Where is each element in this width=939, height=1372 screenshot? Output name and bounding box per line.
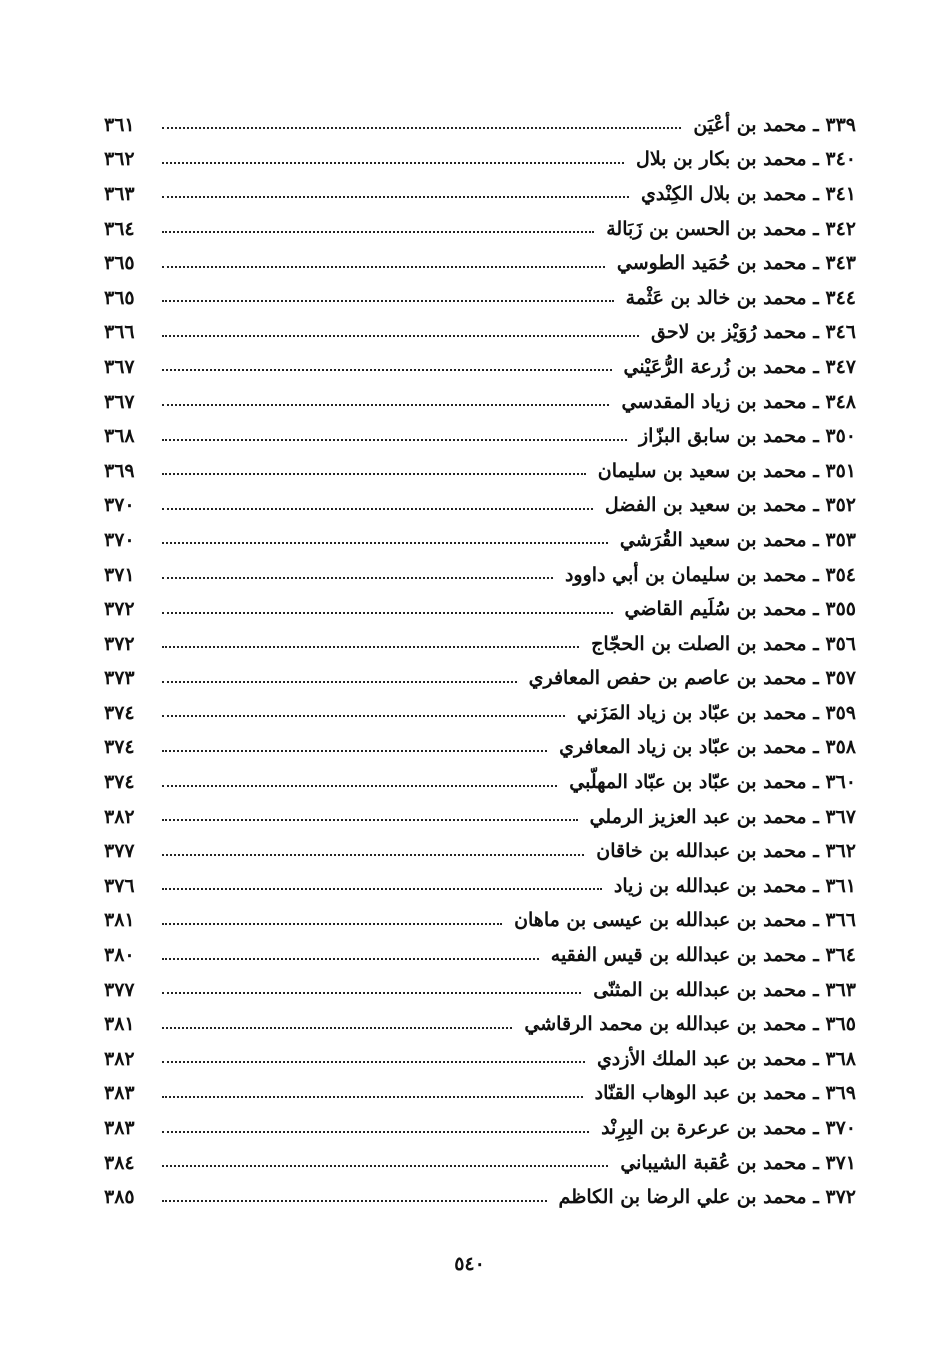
toc-entry <box>104 696 856 731</box>
entry-page-number: ٣٨٣ <box>104 1082 135 1105</box>
dot-leader <box>162 577 553 579</box>
toc-entry <box>104 385 856 420</box>
entry-page-number: ٣٧٢ <box>104 598 135 621</box>
entry-page-number: ٣٦٨ <box>104 425 135 448</box>
dot-leader <box>162 681 517 683</box>
dot-leader <box>162 542 608 544</box>
toc-entry <box>104 627 856 662</box>
entry-title: ٣٦٠ ـ محمد بن عبّاد بن عبّاد المهلّبي <box>569 771 856 794</box>
entry-page-number: ٣٨٣ <box>104 1117 135 1140</box>
entry-page-number: ٣٧٦ <box>104 874 135 897</box>
toc-entry <box>104 904 856 939</box>
entry-title: ٣٧٢ ـ محمد بن علي الرضا بن الكاظم <box>558 1186 856 1209</box>
entry-title: ٣٤٨ ـ محمد بن زياد المقدسي <box>621 390 856 413</box>
entry-title: ٣٦٨ ـ محمد بن عبد الملك الأزدي <box>596 1047 856 1070</box>
dot-leader <box>162 508 593 510</box>
dot-leader <box>162 1027 512 1029</box>
toc-entry <box>104 1042 856 1077</box>
entry-title: ٣٦٧ ـ محمد بن عبد العزيز الرملي <box>589 805 856 828</box>
entry-page-number: ٣٦٧ <box>104 355 135 378</box>
toc-entry <box>104 662 856 697</box>
toc-entry <box>104 108 856 143</box>
toc-entry <box>104 765 856 800</box>
entry-title: ٣٤٠ ـ محمد بن بكار بن بلال <box>636 148 856 171</box>
entry-page-number: ٣٨٠ <box>104 944 135 967</box>
entry-title: ٣٥٨ ـ محمد بن عبّاد بن زياد المعافري <box>559 736 856 759</box>
entry-page-number: ٣٧٤ <box>104 771 135 794</box>
toc-entry <box>104 973 856 1008</box>
dot-leader <box>162 473 586 475</box>
entry-title: ٣٤٣ ـ محمد بن حُمَيد الطوسي <box>616 252 856 275</box>
dot-leader <box>162 335 639 337</box>
toc-entry <box>104 489 856 524</box>
entry-page-number: ٣٧٢ <box>104 632 135 655</box>
dot-leader <box>162 888 602 890</box>
dot-leader <box>162 819 578 821</box>
entry-page-number: ٣٦٤ <box>104 217 135 240</box>
toc-entry <box>104 1111 856 1146</box>
entry-title: ٣٦٤ ـ محمد بن عبدالله بن قيس الفقيه <box>550 944 856 967</box>
entry-page-number: ٣٧٤ <box>104 701 135 724</box>
dot-leader <box>162 127 681 129</box>
entry-page-number: ٣٨٥ <box>104 1186 135 1209</box>
toc-entry <box>104 177 856 212</box>
entry-page-number: ٣٨١ <box>104 1013 135 1036</box>
entry-title: ٣٦٦ ـ محمد بن عبدالله بن عيسى بن ماهان <box>514 909 856 932</box>
toc-entry <box>104 454 856 489</box>
dot-leader <box>162 854 584 856</box>
dot-leader <box>162 992 581 994</box>
toc-entry <box>104 212 856 247</box>
entry-page-number: ٣٦٥ <box>104 252 135 275</box>
toc-entry <box>104 419 856 454</box>
entry-title: ٣٥٥ ـ محمد بن سُلَيم القاضي <box>624 598 856 621</box>
entry-title: ٣٤٢ ـ محمد بن الحسن بن زَبَالة <box>606 217 856 240</box>
entry-title: ٣٤١ ـ محمد بن بلال الكِنْدي <box>641 182 856 205</box>
toc-entry <box>104 350 856 385</box>
dot-leader <box>162 750 547 752</box>
toc-entry <box>104 246 856 281</box>
toc-entry <box>104 281 856 316</box>
dot-leader <box>162 612 613 614</box>
entry-title: ٣٥٣ ـ محمد بن سعيد القُرَشي <box>619 528 856 551</box>
entry-page-number: ٣٦٩ <box>104 459 135 482</box>
toc-entry <box>104 834 856 869</box>
entry-page-number: ٣٦٢ <box>104 148 135 171</box>
dot-leader <box>162 958 539 960</box>
dot-leader <box>162 369 612 371</box>
dot-leader <box>162 646 579 648</box>
entry-title: ٣٦٢ ـ محمد بن عبدالله بن خاقان <box>596 840 856 863</box>
toc-entry <box>104 1146 856 1181</box>
dot-leader <box>162 162 624 164</box>
toc-entry <box>104 592 856 627</box>
entry-page-number: ٣٧١ <box>104 563 135 586</box>
toc-entry <box>104 1007 856 1042</box>
dot-leader <box>162 923 502 925</box>
toc-entry <box>104 731 856 766</box>
toc-entry <box>104 938 856 973</box>
entry-title: ٣٦٥ ـ محمد بن عبدالله بن محمد الرقاشي <box>524 1013 856 1036</box>
entry-page-number: ٣٧٧ <box>104 840 135 863</box>
entry-page-number: ٣٨٢ <box>104 805 135 828</box>
entry-page-number: ٣٦٣ <box>104 182 135 205</box>
toc-entry <box>104 316 856 351</box>
toc-entry <box>104 1077 856 1112</box>
entry-title: ٣٦٩ ـ محمد بن عبد الوهاب القنّاد <box>594 1082 856 1105</box>
dot-leader <box>162 300 614 302</box>
dot-leader <box>162 715 565 717</box>
entry-title: ٣٦٣ ـ محمد بن عبدالله بن المثنّى <box>593 978 856 1001</box>
entry-page-number: ٣٧٠ <box>104 528 135 551</box>
toc-entry <box>104 558 856 593</box>
dot-leader <box>162 1165 608 1167</box>
dot-leader <box>162 1131 589 1133</box>
entry-page-number: ٣٨٤ <box>104 1151 135 1174</box>
entry-title: ٣٥٩ ـ محمد بن عبّاد بن زياد المَزَني <box>576 701 856 724</box>
entry-title: ٣٥٤ ـ محمد بن سليمان بن أبي داوود <box>564 563 856 586</box>
entry-title: ٣٦١ ـ محمد بن عبدالله بن زياد <box>613 874 856 897</box>
entry-title: ٣٧١ ـ محمد بن عُقبة الشيباني <box>620 1151 856 1174</box>
entry-title: ٣٤٧ ـ محمد بن زُرعة الرُّعَيْني <box>623 355 856 378</box>
dot-leader <box>162 785 557 787</box>
entry-page-number: ٣٦٧ <box>104 390 135 413</box>
entry-page-number: ٣٧٣ <box>104 667 135 690</box>
page-number: ٥٤٠ <box>454 1253 485 1275</box>
dot-leader <box>162 196 629 198</box>
dot-leader <box>162 404 609 406</box>
dot-leader <box>162 439 627 441</box>
toc-entry <box>104 143 856 178</box>
dot-leader <box>162 266 605 268</box>
entry-page-number: ٣٧٠ <box>104 494 135 517</box>
entry-page-number: ٣٨٢ <box>104 1047 135 1070</box>
dot-leader <box>162 1061 585 1063</box>
entry-page-number: ٣٦٥ <box>104 286 135 309</box>
entry-page-number: ٣٧٧ <box>104 978 135 1001</box>
entry-title: ٣٥٢ ـ محمد بن سعيد بن الفضل <box>604 494 856 517</box>
dot-leader <box>162 1096 583 1098</box>
entry-page-number: ٣٧٤ <box>104 736 135 759</box>
toc-entry <box>104 1180 856 1215</box>
dot-leader <box>162 1200 547 1202</box>
entry-title: ٣٧٠ ـ محمد بن عرعرة بن البِرِنْد <box>601 1117 856 1140</box>
entry-title: ٣٥٦ ـ محمد بن الصلت بن الحجّاج <box>591 632 856 655</box>
entry-title: ٣٤٦ ـ محمد رُوَيْز بن لاحق <box>651 321 856 344</box>
entry-title: ٣٤٤ ـ محمد بن خالد بن عَثْمة <box>625 286 856 309</box>
toc-entry <box>104 869 856 904</box>
entry-page-number: ٣٨١ <box>104 909 135 932</box>
table-of-contents <box>104 108 856 1215</box>
entry-page-number: ٣٦٦ <box>104 321 135 344</box>
dot-leader <box>162 231 594 233</box>
toc-entry <box>104 800 856 835</box>
toc-entry <box>104 523 856 558</box>
entry-page-number: ٣٦١ <box>104 113 135 136</box>
entry-title: ٣٣٩ ـ محمد بن أعْيَن <box>693 113 856 136</box>
entry-title: ٣٥١ ـ محمد بن سعيد بن سليمان <box>597 459 856 482</box>
entry-title: ٣٥٠ ـ محمد بن سابق البزّاز <box>639 425 856 448</box>
entry-title: ٣٥٧ ـ محمد بن عاصم بن حفص المعافري <box>528 667 856 690</box>
